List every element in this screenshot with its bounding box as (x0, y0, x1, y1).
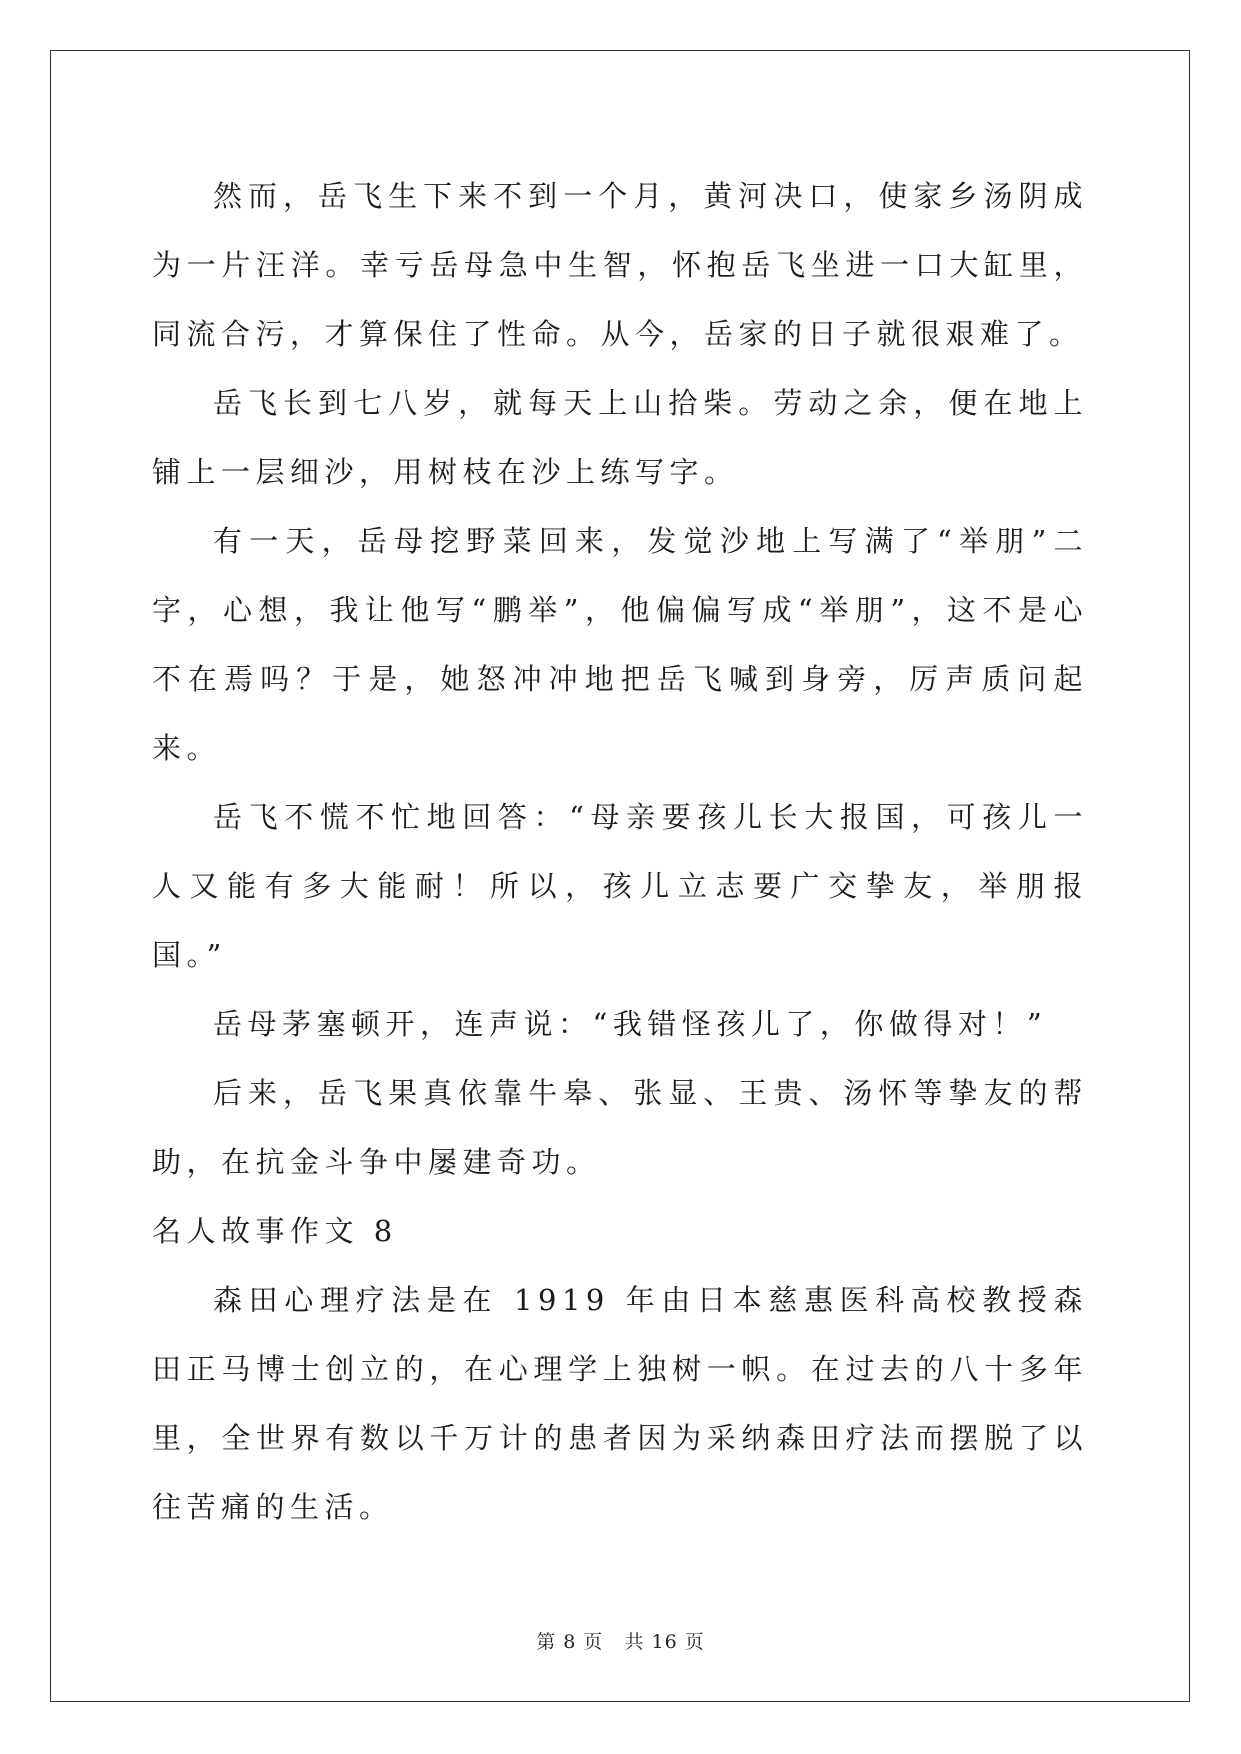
paragraph: 然而，岳飞生下来不到一个月，黄河决口，使家乡汤阴成为一片汪洋。幸亏岳母急中生智，怀抱岳飞坐进一口大缸里，同流合污，才算保住了性命。从今，岳家的日子就很艰难了。 (152, 179, 1088, 351)
page-footer (0, 1627, 1241, 1654)
paragraph: 岳母茅塞顿开，连声说：“我错怪孩儿了，你做得对！” (213, 1007, 1048, 1041)
section-heading: 名人故事作文 8 (152, 1214, 398, 1248)
page-number: 第 8 页 (536, 1631, 604, 1653)
paragraph: 森田心理疗法是在 1919 年由日本慈惠医科高校教授森田正马博士创立的，在心理学上独树一帜。在过去的八十多年里，全世界有数以千万计的患者因为采纳森田疗法而摆脱了以往苦痛的生活。 (152, 1283, 1088, 1524)
paragraph: 岳飞长到七八岁，就每天上山拾柴。劳动之余，便在地上铺上一层细沙，用树枝在沙上练写字。 (152, 386, 1088, 489)
total-pages: 共 16 页 (624, 1631, 705, 1653)
paragraph: 有一天，岳母挖野菜回来，发觉沙地上写满了“举朋”二字，心想，我让他写“鹏举”，他偏偏写成“举朋”，这不是心不在焉吗？于是，她怒冲冲地把岳飞喊到身旁，厉声质问起来。 (152, 524, 1088, 765)
paragraph: 后来，岳飞果真依靠牛皋、张显、王贵、汤怀等挚友的帮助，在抗金斗争中屡建奇功。 (152, 1076, 1088, 1179)
document-body (152, 162, 1088, 1542)
paragraph: 岳飞不慌不忙地回答：“母亲要孩儿长大报国，可孩儿一人又能有多大能耐！所以，孩儿立志要广交挚友，举朋报国。” (152, 800, 1088, 972)
